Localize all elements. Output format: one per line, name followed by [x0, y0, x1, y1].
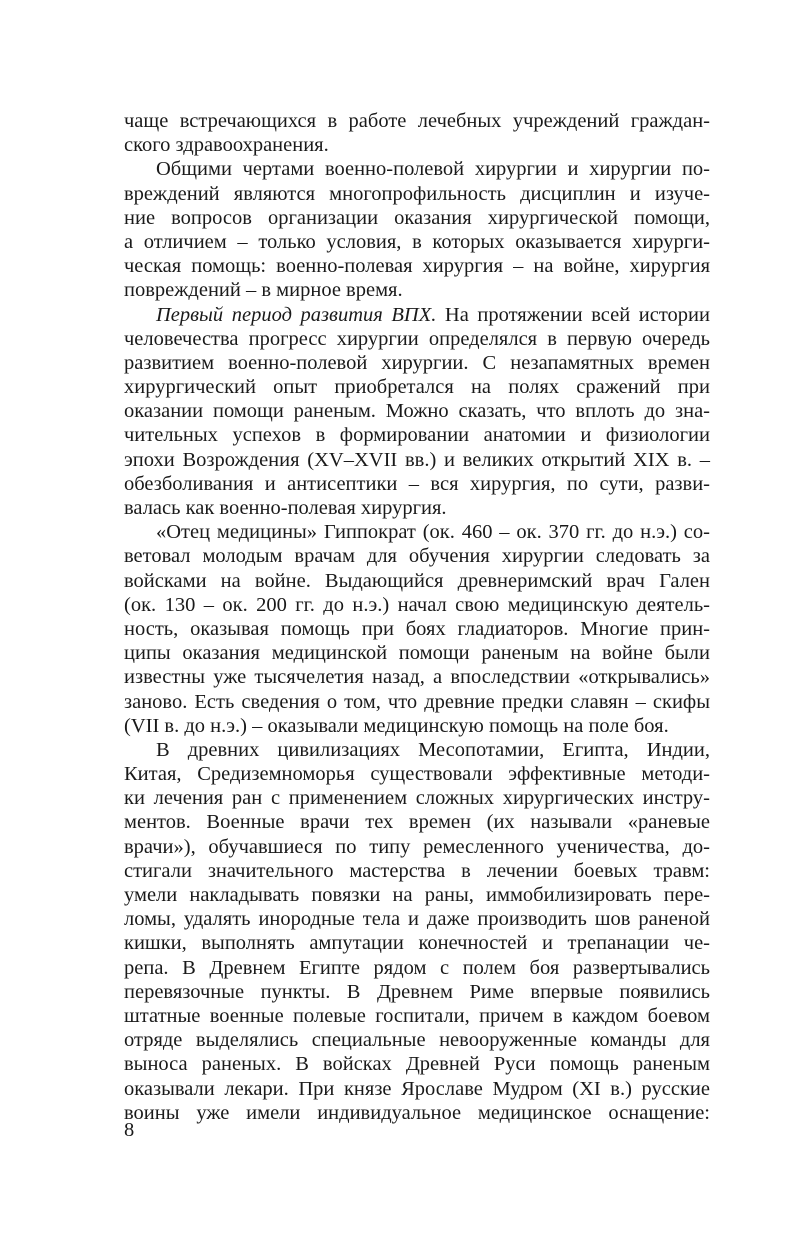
- text-line: воины уже имели индивидуальное медицинское оснащение:: [124, 1101, 710, 1124]
- page-body: [124, 109, 710, 1125]
- text-line: чаще встречающихся в работе лечебных учреждений граждан-: [124, 110, 710, 132]
- text-line: ки лечения ран с применением сложных хирургических инстру-: [124, 787, 710, 810]
- text-line: ветовал молодым врачам для обучения хирургии следовать за: [124, 545, 710, 568]
- text-line: эпохи Возрождения (XV–XVII вв.) и великих открытий XIX в. –: [124, 448, 710, 471]
- text-line: выноса раненых. В войсках Древней Руси помощь раненым: [124, 1053, 710, 1076]
- text-line: обезболивания и антисептики – вся хирургия, по сути, разви-: [124, 472, 710, 495]
- text-line: [124, 303, 710, 327]
- text-line: хирургический опыт приобретался на полях сражений при: [124, 376, 710, 399]
- text-line: чительных успехов в формировании анатомии и физиологии: [124, 424, 710, 447]
- text-line: «Отец медицины» Гиппократ (ок. 460 – ок. 370 гг. до н.э.) со-: [156, 521, 710, 544]
- page-number: 8: [124, 1119, 135, 1141]
- text-line: (VII в. до н.э.) – оказывали медицинскую помощь на поле боя.: [124, 714, 669, 737]
- text-line: оказании помощи раненым. Можно сказать, что вплоть до зна-: [124, 400, 710, 423]
- text-line: штатные военные полевые госпитали, причем в каждом боевом: [124, 1004, 710, 1027]
- text-line: ципы оказания медицинской помощи раненым на войне были: [124, 642, 710, 665]
- text-line: заново. Есть сведения о том, что древние предки славян – скифы: [124, 690, 710, 713]
- text-line: перевязочные пункты. В Древнем Риме впервые появились: [124, 980, 710, 1003]
- text-line: развитием военно-полевой хирургии. С незапамятных времен: [124, 351, 710, 374]
- text-line: Общими чертами военно-полевой хирургии и хирургии по-: [156, 158, 710, 181]
- text-line: ментов. Военные врачи тех времен (их называли «раневые: [124, 811, 710, 834]
- text-line: а отличием – только условия, в которых оказывается хирурги-: [124, 230, 710, 253]
- section-lead-italic: Первый период развития ВПХ.: [156, 303, 437, 326]
- text-line: известны уже тысячелетия назад, а впоследствии «открывались»: [124, 666, 710, 689]
- text-line: ние вопросов организации оказания хирургической помощи,: [124, 206, 710, 229]
- text-run: На протяжении всей истории: [436, 303, 710, 326]
- text-line: ского здравоохранения.: [124, 134, 329, 157]
- text-line: В древних цивилизациях Месопотамии, Египта, Индии,: [156, 738, 710, 761]
- text-line: ность, оказывая помощь при боях гладиаторов. Многие прин-: [124, 617, 710, 640]
- paragraph: [124, 157, 710, 302]
- text-line: отряде выделялись специальные невооруженные команды для: [124, 1029, 710, 1052]
- text-line: повреждений – в мирное время.: [124, 279, 403, 302]
- paragraph: [124, 520, 710, 738]
- text-line: стигали значительного мастерства в лечении боевых травм:: [124, 859, 710, 882]
- text-line: ломы, удалять инородные тела и даже производить шов раненой: [124, 908, 710, 931]
- paragraph: [124, 109, 710, 157]
- text-line: человечества прогресс хирургии определялся в первую очередь: [124, 327, 710, 350]
- text-line: валась как военно-полевая хирургия.: [124, 497, 447, 519]
- text-line: умели накладывать повязки на раны, иммобилизировать пере-: [124, 884, 710, 906]
- text-line: репа. В Древнем Египте рядом с полем боя развертывались: [124, 956, 710, 979]
- text-line: Китая, Средиземноморья существовали эффективные методи-: [124, 763, 710, 786]
- text-line: ческая помощь: военно-полевая хирургия – на войне, хирургия: [124, 255, 710, 278]
- text-line: вреждений являются многопрофильность дисциплин и изуче-: [124, 182, 710, 205]
- paragraph: [124, 303, 710, 521]
- text-line: (ок. 130 – ок. 200 гг. до н.э.) начал свою медицинскую деятель-: [124, 593, 710, 616]
- text-line: кишки, выполнять ампутации конечностей и трепанации че-: [124, 932, 710, 955]
- text-line: врачи»), обучавшиеся по типу ремесленного ученичества, до-: [124, 835, 710, 858]
- paragraph: [124, 738, 710, 1125]
- text-line: войсками на войне. Выдающийся древнеримский врач Гален: [124, 569, 710, 592]
- text-line: оказывали лекари. При князе Ярославе Мудром (XI в.) русские: [124, 1077, 710, 1100]
